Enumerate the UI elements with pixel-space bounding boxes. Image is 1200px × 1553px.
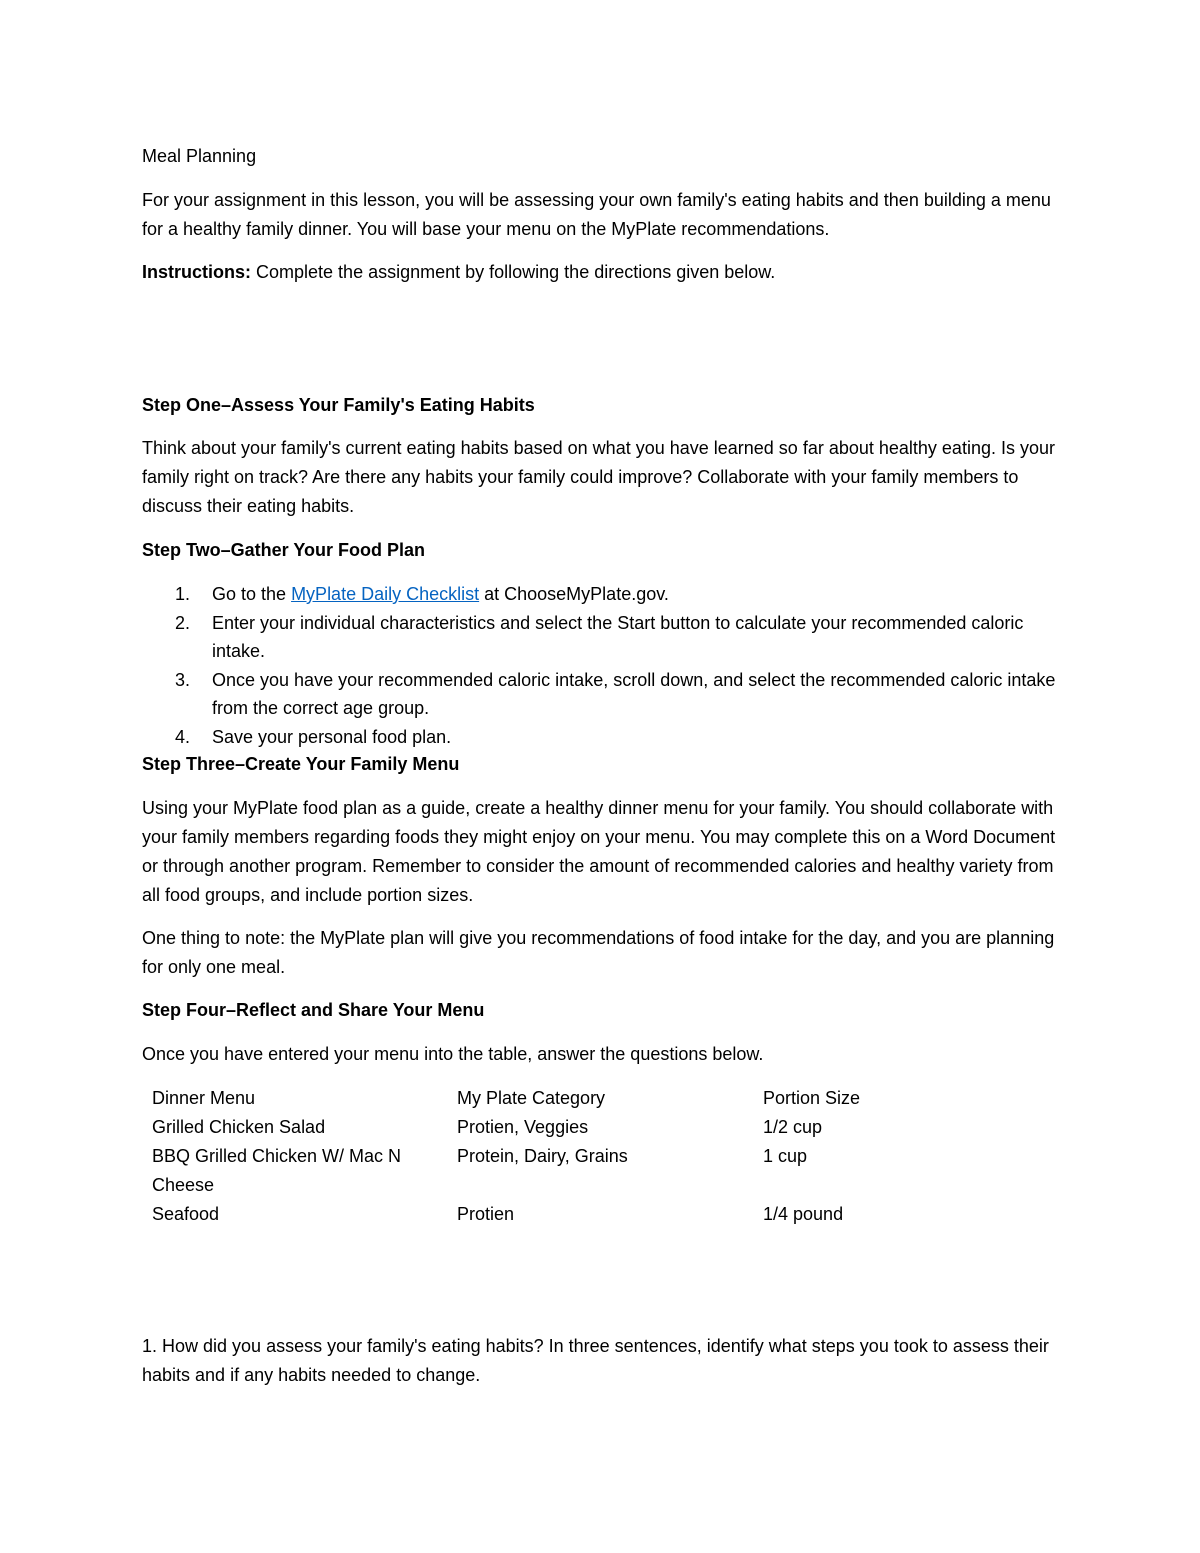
list-item-text: Once you have your recommended caloric intake, scroll down, and select the recommended caloric intake from the correct age group. (212, 669, 1056, 718)
step-one-heading-text: Step One–Assess Your Family's Eating Habits (142, 395, 535, 415)
list-item (142, 666, 1062, 723)
list-item (142, 580, 1062, 609)
step-four-heading-text: Step Four–Reflect and Share Your Menu (142, 1000, 485, 1020)
table-header-row (142, 1084, 1062, 1113)
table-cell: Protien (457, 1204, 515, 1224)
table-cell: 1 cup (763, 1146, 808, 1166)
table-row (142, 1200, 1062, 1229)
list-item-text: Save your personal food plan. (212, 726, 452, 747)
step-two-heading-text: Step Two–Gather Your Food Plan (142, 540, 426, 560)
list-item-number: 2. (175, 612, 191, 633)
list-item-number: 3. (175, 669, 191, 690)
list-item-text: Enter your individual characteristics and select the Start button to calculate your recommended caloric intake. (212, 612, 1024, 661)
step-three-heading (142, 750, 1062, 779)
step-two-heading (142, 536, 1062, 565)
instructions-label: Instructions: (142, 262, 252, 282)
document-title: Meal Planning (142, 146, 257, 166)
table-header-cell: Dinner Menu (152, 1088, 256, 1108)
table-cell: 1/2 cup (763, 1117, 823, 1137)
step-one-body: Think about your family's current eating habits based on what you have learned so far about healthy eating. Is your family right on track? Are there any habits your family could improve? Collaborate with your family members to discuss their eating habits. (142, 438, 1055, 516)
table-cell: BBQ Grilled Chicken W/ Mac N Cheese (152, 1146, 402, 1195)
step-two-list (142, 580, 1062, 751)
list-item-number: 1. (175, 584, 191, 604)
list-item-prefix: Go to the (212, 584, 292, 604)
list-item (142, 723, 1062, 752)
table-cell: Grilled Chicken Salad (152, 1117, 326, 1137)
list-item (142, 609, 1062, 666)
step-one-heading (142, 391, 1062, 420)
list-item-suffix: at ChooseMyPlate.gov. (479, 584, 669, 604)
table-header-cell: My Plate Category (457, 1088, 606, 1108)
question-one: 1. How did you assess your family's eating habits? In three sentences, identify what steps you took to assess their habits and if any habits needed to change. (142, 1336, 1049, 1385)
table-cell: 1/4 pound (763, 1204, 844, 1224)
step-three-note: One thing to note: the MyPlate plan will give you recommendations of food intake for the day, and you are planning for only one meal. (142, 928, 1055, 977)
table-row (142, 1142, 1062, 1200)
step-four-heading (142, 996, 1062, 1025)
step-four-body: Once you have entered your menu into the table, answer the questions below. (142, 1044, 764, 1064)
intro-paragraph: For your assignment in this lesson, you will be assessing your own family's eating habits and then building a menu for a healthy family dinner. You will base your menu on the MyPlate recommendations. (142, 190, 1051, 239)
table-header-cell: Portion Size (763, 1088, 861, 1108)
instructions-paragraph (142, 258, 1062, 287)
step-three-body: Using your MyPlate food plan as a guide, create a healthy dinner menu for your family. You should collaborate with your family members regarding foods they might enjoy on your menu. You may complete this on a Word Document or through another program. Remember to consider the amount of recommended calories and healthy variety from all food groups, and include portion sizes. (142, 798, 1056, 905)
dinner-menu-table (142, 1084, 1062, 1229)
step-three-heading-text: Step Three–Create Your Family Menu (142, 754, 460, 774)
table-cell: Protein, Dairy, Grains (457, 1146, 628, 1166)
instructions-text: Complete the assignment by following the directions given below. (251, 262, 776, 282)
table-cell: Protien, Veggies (457, 1117, 589, 1137)
myplate-checklist-link[interactable]: MyPlate Daily Checklist (291, 584, 480, 604)
table-row (142, 1113, 1062, 1142)
list-item-number: 4. (175, 726, 191, 747)
table-cell: Seafood (152, 1204, 220, 1224)
